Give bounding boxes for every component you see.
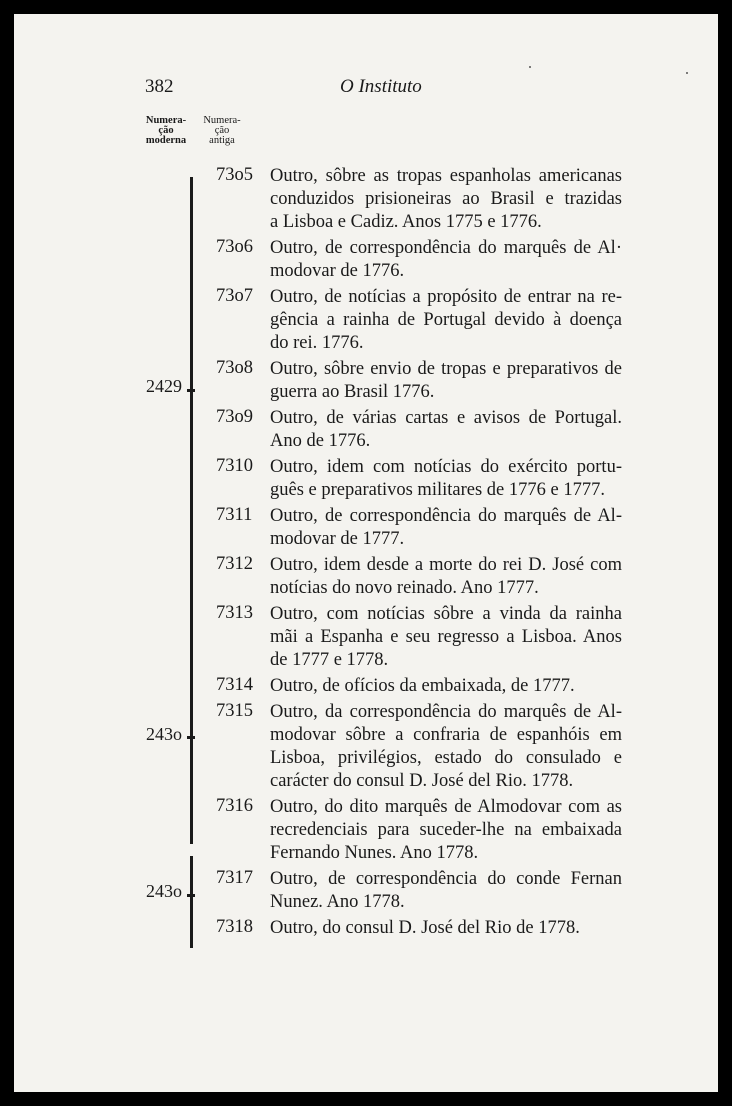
- entry-line: Outro, de correspondência do marquês de Al·: [270, 238, 622, 258]
- entry-line: Nunez. Ano 1778.: [270, 892, 405, 912]
- entry-description: [270, 165, 622, 234]
- entry-number: 7312: [216, 554, 253, 574]
- group-brace-tip: [187, 389, 195, 392]
- entry-description: [270, 237, 622, 283]
- group-brace: [190, 177, 193, 609]
- group-number: 2429: [146, 376, 182, 396]
- entry-line: Ano de 1776.: [270, 431, 371, 451]
- entry-number: 7317: [216, 868, 253, 888]
- entry-line: Outro, de correspondência do marquês de Al-: [270, 506, 622, 526]
- entry-line: a Lisboa e Cadiz. Anos 1775 e 1776.: [270, 212, 542, 232]
- entry-line: mãi a Espanha e seu regresso a Lisboa. Anos: [270, 627, 622, 647]
- entry-description: [270, 675, 622, 698]
- entry-description: [270, 917, 622, 940]
- group-brace-tip: [187, 736, 195, 739]
- entry-line: Outro, de correspondência do conde Fernan: [270, 869, 622, 889]
- entry-line: notícias do novo reinado. Ano 1777.: [270, 578, 539, 598]
- column-header-modern-line: moderna: [145, 135, 187, 146]
- entry-description: [270, 407, 622, 453]
- entry-number: 7315: [216, 701, 253, 721]
- column-header-old: [190, 116, 254, 146]
- group-brace: [190, 856, 193, 948]
- entry-line: conduzidos prisioneiras ao Brasil e trazidas: [270, 189, 622, 209]
- group-brace: [190, 604, 193, 844]
- entry-line: Outro, sôbre as tropas espanholas americanas: [270, 166, 622, 186]
- entry-line: Outro, idem desde a morte do rei D. José com: [270, 555, 622, 575]
- entry-line: guerra ao Brasil 1776.: [270, 382, 435, 402]
- entry-line: Outro, sôbre envio de tropas e preparativos de: [270, 359, 622, 379]
- entry-number: 73o5: [216, 165, 253, 185]
- entry-line: Outro, idem com notícias do exército portu-: [270, 457, 622, 477]
- entry-description: [270, 505, 622, 551]
- column-header-old-line: Numera-: [203, 115, 241, 126]
- entry-description: [270, 868, 622, 914]
- entry-description: [270, 358, 622, 404]
- entry-description: [270, 456, 622, 502]
- column-header-old-line: antiga: [209, 135, 235, 146]
- document-page: [14, 14, 718, 1092]
- entry-number: 7314: [216, 675, 253, 695]
- entry-number: 7318: [216, 917, 253, 937]
- entry-number: 7313: [216, 603, 253, 623]
- page-number: 382: [145, 76, 174, 97]
- entry-line: recredenciais para suceder-lhe na embaixada: [270, 820, 622, 840]
- column-header-modern: [134, 116, 198, 146]
- group-number: 243o: [146, 881, 182, 901]
- entry-description: [270, 796, 622, 865]
- entry-line: de 1777 e 1778.: [270, 650, 389, 670]
- entry-number: 7316: [216, 796, 253, 816]
- entry-description: [270, 554, 622, 600]
- running-title: O Instituto: [340, 76, 422, 97]
- entry-line: Outro, de várias cartas e avisos de Portugal.: [270, 408, 622, 428]
- entry-line: Outro, de ofícios da embaixada, de 1777.: [270, 676, 575, 696]
- entry-number: 73o9: [216, 407, 253, 427]
- group-brace-tip: [187, 894, 195, 897]
- entry-line: modovar de 1777.: [270, 529, 405, 549]
- entry-line: gência a rainha de Portugal devido à doença: [270, 310, 622, 330]
- entry-line: carácter do consul D. José del Rio. 1778.: [270, 771, 574, 791]
- entry-line: guês e preparativos militares de 1776 e 1777.: [270, 480, 605, 500]
- paper-speck: [686, 72, 688, 74]
- paper-speck: [529, 66, 531, 68]
- entry-line: modovar sôbre a confraria de espanhóis em: [270, 725, 622, 745]
- entry-description: [270, 603, 622, 672]
- entry-line: Outro, com notícias sôbre a vinda da rainha: [270, 604, 622, 624]
- entry-description: [270, 286, 622, 355]
- column-header-modern-line: ção: [158, 125, 174, 136]
- group-number: 243o: [146, 724, 182, 744]
- entry-description: [270, 701, 622, 793]
- entry-number: 7311: [216, 505, 253, 525]
- entry-number: 73o8: [216, 358, 253, 378]
- entry-line: modovar de 1776.: [270, 261, 405, 281]
- entry-line: Outro, de notícias a propósito de entrar na re-: [270, 287, 622, 307]
- entry-number: 73o7: [216, 286, 253, 306]
- column-header-old-line: ção: [214, 125, 230, 136]
- entry-line: Lisboa, privilégios, estado do consulado e: [270, 748, 622, 768]
- entry-line: Outro, do consul D. José del Rio de 1778.: [270, 918, 580, 938]
- entry-number: 73o6: [216, 237, 253, 257]
- entry-line: do rei. 1776.: [270, 333, 364, 353]
- entry-line: Outro, da correspondência do marquês de Al-: [270, 702, 622, 722]
- entry-number: 7310: [216, 456, 253, 476]
- entry-line: Outro, do dito marquês de Almodovar com as: [270, 797, 622, 817]
- column-header-modern-line: Numera-: [145, 115, 187, 126]
- entry-line: Fernando Nunes. Ano 1778.: [270, 843, 479, 863]
